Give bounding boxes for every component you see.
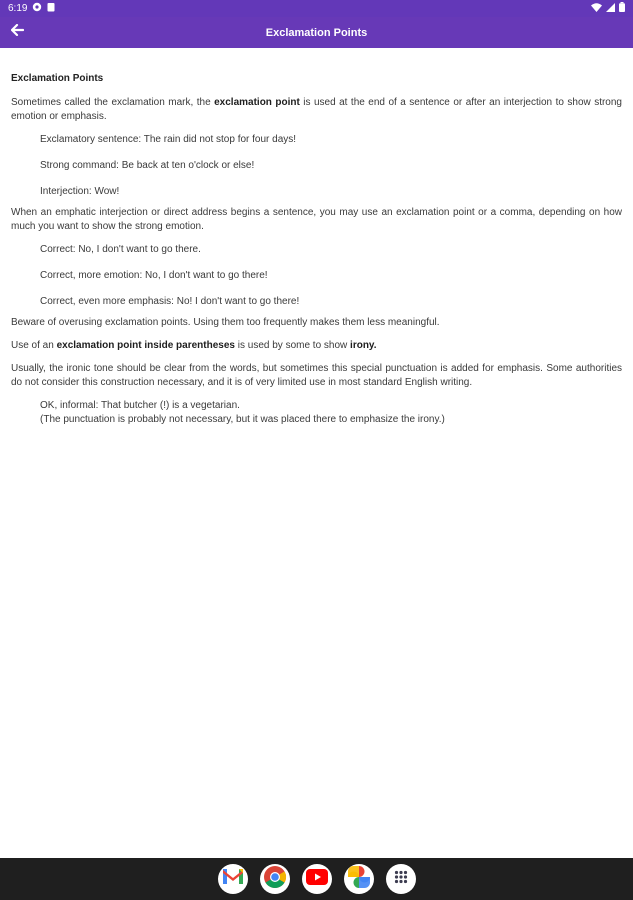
status-right bbox=[591, 2, 625, 15]
example-irony: OK, informal: That butcher (!) is a vegetarian. bbox=[40, 400, 240, 411]
example-correct: Correct: No, I don't want to go there. bbox=[40, 244, 201, 255]
photos-app-button[interactable] bbox=[344, 864, 374, 894]
paragraph-beware: Beware of overusing exclamation points. Using them too frequently makes them less meaningful. bbox=[11, 317, 440, 328]
youtube-app-button[interactable] bbox=[302, 864, 332, 894]
paragraph-emphatic: When an emphatic interjection or direct address begins a sentence, you may use an exclamation point or a comma, depending on how much you want to show the strong emotion. bbox=[11, 207, 622, 232]
at-sign-icon bbox=[32, 2, 42, 15]
example-command: Strong command: Be back at ten o'clock or else! bbox=[40, 160, 255, 171]
gmail-icon bbox=[223, 869, 243, 889]
paragraph-ironic: Usually, the ironic tone should be clear from the words, but sometimes this special punctuation is added for emphasis. Some authorities do not consider this construction necessary, and it is of very limited use in most standard English writing. bbox=[11, 363, 622, 388]
bold-term: exclamation point inside parentheses bbox=[56, 340, 235, 351]
paragraph-text: is used at the end of a sentence or after an interjection to show strong emotion or emphasis. bbox=[11, 97, 622, 122]
example-exclamatory: Exclamatory sentence: The rain did not stop for four days! bbox=[40, 134, 297, 145]
battery-icon bbox=[619, 2, 625, 15]
bold-term: irony. bbox=[350, 340, 377, 351]
example-irony-note: (The punctuation is probably not necessary, but it was placed there to emphasize the irony.) bbox=[40, 414, 445, 425]
chrome-app-button[interactable] bbox=[260, 864, 290, 894]
example-more-emotion: Correct, more emotion: No, I don't want to go there! bbox=[40, 270, 268, 281]
page-title: Exclamation Points bbox=[265, 26, 368, 39]
paragraph-text: Sometimes called the exclamation mark, the bbox=[11, 97, 215, 108]
example-interjection: Interjection: Wow! bbox=[40, 186, 120, 197]
taskbar-dock bbox=[0, 858, 633, 900]
bold-term: exclamation point bbox=[214, 97, 300, 108]
photos-icon bbox=[348, 866, 370, 893]
article-heading: Exclamation Points bbox=[11, 73, 104, 84]
status-left bbox=[8, 2, 55, 15]
status-time: 6:19 bbox=[8, 3, 28, 14]
wifi-icon bbox=[591, 3, 602, 15]
chrome-icon bbox=[263, 865, 287, 894]
paragraph-text: is used by some to show bbox=[234, 340, 351, 351]
clipboard-icon bbox=[47, 2, 55, 15]
app-drawer-button[interactable] bbox=[386, 864, 416, 894]
paragraph-parentheses bbox=[11, 339, 622, 353]
app-drawer-icon bbox=[394, 870, 408, 889]
paragraph-text: Use of an bbox=[11, 340, 57, 351]
back-button[interactable] bbox=[6, 21, 28, 43]
example-more-emphasis: Correct, even more emphasis: No! I don't want to go there! bbox=[40, 296, 300, 307]
status-bar bbox=[0, 0, 633, 17]
article-content bbox=[0, 48, 633, 858]
signal-icon bbox=[606, 3, 615, 15]
gmail-app-button[interactable] bbox=[218, 864, 248, 894]
arrow-left-icon bbox=[11, 23, 24, 41]
youtube-icon bbox=[306, 869, 328, 890]
app-bar bbox=[0, 17, 633, 48]
paragraph-intro bbox=[11, 96, 622, 124]
